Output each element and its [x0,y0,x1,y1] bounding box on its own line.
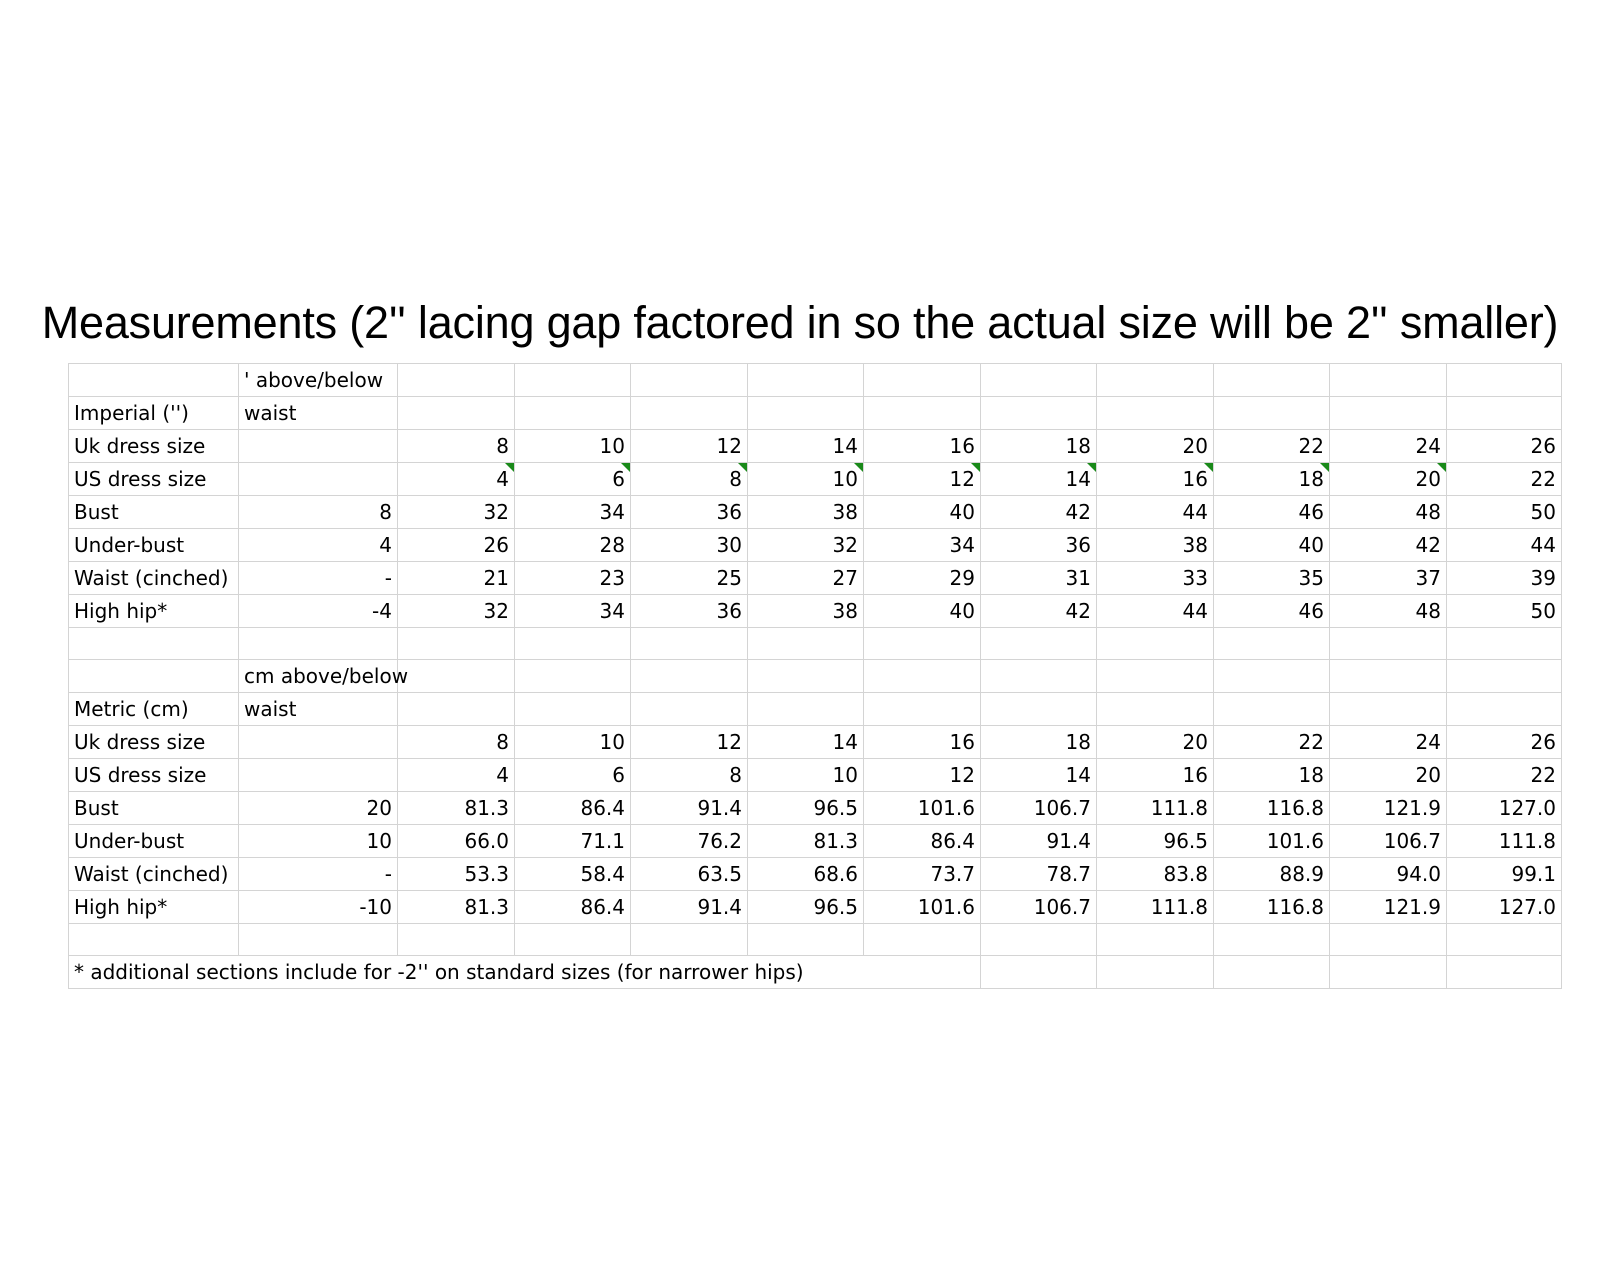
empty-cell[interactable] [1447,397,1562,430]
row-label[interactable]: Bust [69,792,239,825]
value-cell[interactable]: 14 [981,759,1097,792]
metric-offset-header-cont[interactable]: waist [239,693,398,726]
row-label[interactable]: Under-bust [69,825,239,858]
empty-cell[interactable] [981,628,1097,660]
value-cell[interactable]: 42 [981,496,1097,529]
value-cell[interactable]: 16 [864,430,981,463]
comment-indicator-icon[interactable] [1087,463,1096,472]
empty-cell[interactable] [1214,628,1330,660]
empty-cell[interactable] [398,397,515,430]
value-cell[interactable]: 20 [1097,430,1214,463]
metric-header-row-2 [69,693,1562,726]
comment-indicator-icon[interactable] [1320,463,1329,472]
metric-header-row-1 [69,660,1562,693]
empty-cell[interactable] [1097,628,1214,660]
row-label[interactable]: Waist (cinched) [69,562,239,595]
value-cell[interactable]: 106.7 [1330,825,1447,858]
value-cell[interactable]: 14 [748,726,864,759]
imperial-offset-header-cont[interactable]: waist [239,397,398,430]
empty-cell[interactable] [631,397,748,430]
value-cell[interactable]: 18 [1214,759,1330,792]
value-cell[interactable]: 26 [398,529,515,562]
empty-cell[interactable] [1097,924,1214,956]
value-cell[interactable]: 42 [1330,529,1447,562]
value-cell[interactable]: 21 [398,562,515,595]
row-label[interactable]: Under-bust [69,529,239,562]
value-cell[interactable]: 30 [631,529,748,562]
value-cell[interactable]: 86.4 [515,891,631,924]
table-row [69,529,1562,562]
comment-indicator-icon[interactable] [854,463,863,472]
empty-cell[interactable] [1447,364,1562,397]
empty-cell[interactable] [631,364,748,397]
value-cell[interactable]: 71.1 [515,825,631,858]
empty-cell[interactable] [631,924,748,956]
metric-section-label[interactable]: Metric (cm) [69,693,239,726]
value-cell[interactable]: 34 [864,529,981,562]
value-cell[interactable]: 86.4 [515,792,631,825]
value-cell[interactable]: 29 [864,562,981,595]
empty-cell[interactable] [515,693,631,726]
value-cell[interactable]: 111.8 [1097,891,1214,924]
empty-cell[interactable] [864,364,981,397]
value-cell[interactable]: 44 [1447,529,1562,562]
empty-cell[interactable] [1097,364,1214,397]
empty-cell[interactable] [1097,660,1214,693]
value-cell[interactable]: 28 [515,529,631,562]
offset-cell[interactable]: - [239,562,398,595]
table-row [69,463,1562,496]
value-cell[interactable]: 20 [1097,726,1214,759]
row-label[interactable]: High hip* [69,595,239,628]
imperial-header-row-1 [69,364,1562,397]
empty-cell[interactable] [1214,924,1330,956]
value-cell[interactable]: 96.5 [1097,825,1214,858]
empty-cell[interactable] [981,693,1097,726]
value-cell[interactable]: 12 [631,430,748,463]
value-cell[interactable]: 76.2 [631,825,748,858]
value-cell[interactable]: 50 [1447,595,1562,628]
empty-cell[interactable] [864,693,981,726]
value-cell[interactable]: 32 [398,595,515,628]
value-cell[interactable]: 16 [864,726,981,759]
offset-cell[interactable] [239,759,398,792]
value-cell[interactable]: 10 [515,430,631,463]
value-cell[interactable]: 32 [398,496,515,529]
empty-cell[interactable] [1330,628,1447,660]
value-cell[interactable]: 36 [631,496,748,529]
row-label[interactable]: Uk dress size [69,726,239,759]
value-cell[interactable]: 101.6 [864,792,981,825]
empty-cell[interactable] [864,628,981,660]
value-cell[interactable]: 33 [1097,562,1214,595]
value-cell[interactable]: 10 [748,759,864,792]
value-cell[interactable]: 14 [748,430,864,463]
table-row [69,759,1562,792]
empty-cell[interactable] [398,924,515,956]
value-cell[interactable]: 8 [631,759,748,792]
comment-indicator-icon[interactable] [1437,463,1446,472]
value-cell[interactable]: 91.4 [631,891,748,924]
value-cell[interactable]: 18 [1214,463,1330,496]
value-cell[interactable]: 24 [1330,726,1447,759]
empty-cell[interactable] [515,397,631,430]
empty-cell[interactable] [239,924,398,956]
value-cell[interactable]: 38 [1097,529,1214,562]
value-cell[interactable]: 53.3 [398,858,515,891]
empty-cell[interactable] [1447,956,1562,989]
empty-cell[interactable] [1447,628,1562,660]
value-cell[interactable]: 36 [981,529,1097,562]
empty-cell[interactable] [631,660,748,693]
value-cell[interactable]: 26 [1447,726,1562,759]
value-cell[interactable]: 68.6 [748,858,864,891]
offset-cell[interactable] [239,463,398,496]
spacer-row [69,924,1562,956]
value-cell[interactable]: 83.8 [1097,858,1214,891]
value-cell[interactable]: 23 [515,562,631,595]
comment-indicator-icon[interactable] [621,463,630,472]
footnote[interactable]: * additional sections include for -2'' on standard sizes (for narrower hips) [69,956,981,989]
value-cell[interactable]: 6 [515,463,631,496]
empty-cell[interactable] [1330,397,1447,430]
value-cell[interactable]: 10 [515,726,631,759]
value-cell[interactable]: 12 [864,463,981,496]
value-cell[interactable]: 8 [631,463,748,496]
row-label[interactable]: Waist (cinched) [69,858,239,891]
empty-cell[interactable] [239,628,398,660]
value-cell[interactable]: 48 [1330,595,1447,628]
value-cell[interactable]: 81.3 [398,891,515,924]
comment-indicator-icon[interactable] [505,463,514,472]
offset-cell[interactable] [239,430,398,463]
value-cell[interactable]: 31 [981,562,1097,595]
value-cell[interactable]: 116.8 [1214,792,1330,825]
value-cell[interactable]: 44 [1097,496,1214,529]
value-cell[interactable]: 35 [1214,562,1330,595]
value-cell[interactable]: 121.9 [1330,792,1447,825]
empty-cell[interactable] [631,693,748,726]
value-cell[interactable]: 40 [1214,529,1330,562]
empty-cell[interactable] [981,364,1097,397]
empty-cell[interactable] [1330,660,1447,693]
size-chart-table [68,363,1562,989]
empty-cell[interactable] [515,364,631,397]
row-label[interactable]: Bust [69,496,239,529]
empty-cell[interactable] [981,397,1097,430]
page-title: Measurements (2'' lacing gap factored in so the actual size will be 2'' smaller) [41,297,1559,348]
empty-cell[interactable] [1097,397,1214,430]
value-cell[interactable]: 38 [748,496,864,529]
value-cell[interactable]: 78.7 [981,858,1097,891]
imperial-header-row-2 [69,397,1562,430]
empty-cell[interactable] [748,693,864,726]
empty-cell[interactable] [1097,693,1214,726]
value-cell[interactable]: 127.0 [1447,891,1562,924]
empty-cell[interactable] [748,628,864,660]
table-row [69,496,1562,529]
value-cell[interactable]: 81.3 [748,825,864,858]
value-cell[interactable]: 22 [1447,463,1562,496]
empty-cell[interactable] [69,628,239,660]
metric-offset-header[interactable]: cm above/below [239,660,398,693]
value-cell[interactable]: 91.4 [981,825,1097,858]
value-cell[interactable]: 38 [748,595,864,628]
value-cell[interactable]: 44 [1097,595,1214,628]
row-label[interactable]: US dress size [69,759,239,792]
empty-cell[interactable] [69,364,239,397]
comment-indicator-icon[interactable] [738,463,747,472]
empty-cell[interactable] [1447,693,1562,726]
empty-cell[interactable] [981,924,1097,956]
value-cell[interactable]: 4 [398,759,515,792]
value-cell[interactable]: 22 [1214,726,1330,759]
value-cell[interactable]: 63.5 [631,858,748,891]
value-cell[interactable]: 40 [864,496,981,529]
value-cell[interactable]: 106.7 [981,891,1097,924]
value-cell[interactable]: 20 [1330,759,1447,792]
value-cell[interactable]: 22 [1214,430,1330,463]
value-cell[interactable]: 6 [515,759,631,792]
empty-cell[interactable] [69,924,239,956]
row-label[interactable]: High hip* [69,891,239,924]
value-cell[interactable]: 8 [398,726,515,759]
empty-cell[interactable] [515,628,631,660]
value-cell[interactable]: 73.7 [864,858,981,891]
value-cell[interactable]: 96.5 [748,891,864,924]
empty-cell[interactable] [748,397,864,430]
empty-cell[interactable] [1214,364,1330,397]
value-cell[interactable]: 18 [981,430,1097,463]
value-cell[interactable]: 8 [398,430,515,463]
table-row [69,726,1562,759]
imperial-offset-header[interactable]: ' above/below [239,364,398,397]
offset-cell[interactable]: 4 [239,529,398,562]
empty-cell[interactable] [398,660,515,693]
empty-cell[interactable] [864,397,981,430]
footnote-row [69,956,1562,989]
value-cell[interactable]: 106.7 [981,792,1097,825]
value-cell[interactable]: 86.4 [864,825,981,858]
value-cell[interactable]: 14 [981,463,1097,496]
empty-cell[interactable] [1214,660,1330,693]
empty-cell[interactable] [515,660,631,693]
offset-cell[interactable]: -10 [239,891,398,924]
value-cell[interactable]: 91.4 [631,792,748,825]
empty-cell[interactable] [1097,956,1214,989]
offset-cell[interactable]: 8 [239,496,398,529]
value-cell[interactable]: 96.5 [748,792,864,825]
empty-cell[interactable] [748,924,864,956]
empty-cell[interactable] [515,924,631,956]
table-row [69,825,1562,858]
value-cell[interactable]: 32 [748,529,864,562]
value-cell[interactable]: 94.0 [1330,858,1447,891]
value-cell[interactable]: 12 [631,726,748,759]
row-label[interactable]: Uk dress size [69,430,239,463]
empty-cell[interactable] [1214,397,1330,430]
table-row [69,595,1562,628]
table-row [69,562,1562,595]
offset-cell[interactable]: 10 [239,825,398,858]
table-row [69,792,1562,825]
empty-cell[interactable] [1330,693,1447,726]
value-cell[interactable]: 111.8 [1097,792,1214,825]
empty-cell[interactable] [1214,693,1330,726]
value-cell[interactable]: 22 [1447,759,1562,792]
value-cell[interactable]: 4 [398,463,515,496]
empty-cell[interactable] [864,924,981,956]
offset-cell[interactable]: - [239,858,398,891]
value-cell[interactable]: 46 [1214,496,1330,529]
empty-cell[interactable] [1214,956,1330,989]
value-cell[interactable]: 81.3 [398,792,515,825]
value-cell[interactable]: 48 [1330,496,1447,529]
value-cell[interactable]: 99.1 [1447,858,1562,891]
value-cell[interactable]: 34 [515,496,631,529]
empty-cell[interactable] [981,956,1097,989]
empty-cell[interactable] [1330,364,1447,397]
value-cell[interactable]: 37 [1330,562,1447,595]
value-cell[interactable]: 16 [1097,759,1214,792]
value-cell[interactable]: 20 [1330,463,1447,496]
spacer-row [69,628,1562,660]
value-cell[interactable]: 25 [631,562,748,595]
size-chart-body [69,364,1562,989]
empty-cell[interactable] [981,660,1097,693]
value-cell[interactable]: 101.6 [1214,825,1330,858]
table-row [69,891,1562,924]
offset-cell[interactable] [239,726,398,759]
value-cell[interactable]: 10 [748,463,864,496]
value-cell[interactable]: 121.9 [1330,891,1447,924]
table-row [69,430,1562,463]
empty-cell[interactable] [398,628,515,660]
value-cell[interactable]: 58.4 [515,858,631,891]
value-cell[interactable]: 27 [748,562,864,595]
value-cell[interactable]: 116.8 [1214,891,1330,924]
offset-cell[interactable]: 20 [239,792,398,825]
value-cell[interactable]: 16 [1097,463,1214,496]
table-row [69,858,1562,891]
value-cell[interactable]: 127.0 [1447,792,1562,825]
value-cell[interactable]: 12 [864,759,981,792]
empty-cell[interactable] [1330,924,1447,956]
empty-cell[interactable] [631,628,748,660]
comment-indicator-icon[interactable] [1204,463,1213,472]
empty-cell[interactable] [748,660,864,693]
empty-cell[interactable] [1447,660,1562,693]
value-cell[interactable]: 46 [1214,595,1330,628]
empty-cell[interactable] [398,693,515,726]
comment-indicator-icon[interactable] [971,463,980,472]
value-cell[interactable]: 50 [1447,496,1562,529]
value-cell[interactable]: 18 [981,726,1097,759]
value-cell[interactable]: 88.9 [1214,858,1330,891]
empty-cell[interactable] [398,364,515,397]
value-cell[interactable]: 42 [981,595,1097,628]
value-cell[interactable]: 111.8 [1447,825,1562,858]
value-cell[interactable]: 39 [1447,562,1562,595]
value-cell[interactable]: 36 [631,595,748,628]
value-cell[interactable]: 34 [515,595,631,628]
offset-cell[interactable]: -4 [239,595,398,628]
empty-cell[interactable] [1447,924,1562,956]
value-cell[interactable]: 101.6 [864,891,981,924]
value-cell[interactable]: 26 [1447,430,1562,463]
value-cell[interactable]: 24 [1330,430,1447,463]
imperial-section-label[interactable]: Imperial ('') [69,397,239,430]
row-label[interactable]: US dress size [69,463,239,496]
empty-cell[interactable] [69,660,239,693]
value-cell[interactable]: 66.0 [398,825,515,858]
empty-cell[interactable] [864,660,981,693]
value-cell[interactable]: 40 [864,595,981,628]
empty-cell[interactable] [1330,956,1447,989]
empty-cell[interactable] [748,364,864,397]
